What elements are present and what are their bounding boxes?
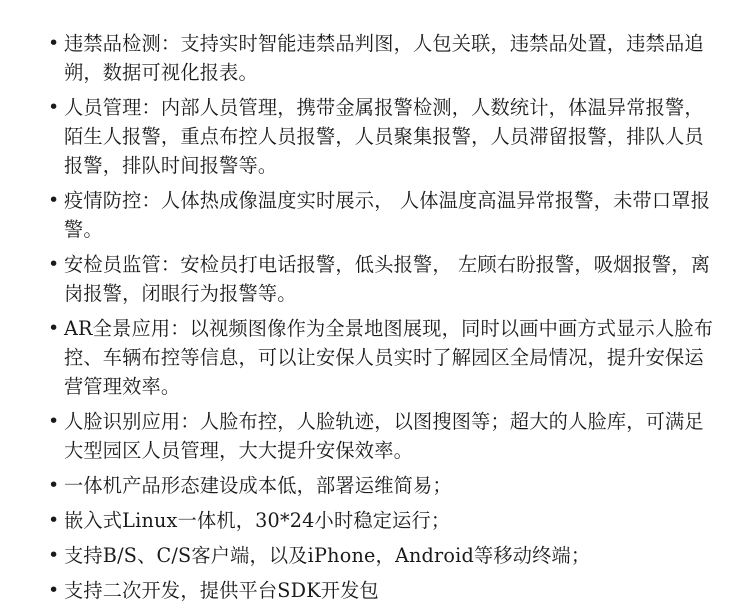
list-item	[48, 250, 716, 308]
list-item	[48, 541, 716, 570]
bullet-icon: •	[48, 544, 60, 566]
item-text: 一体机产品形态建设成本低，部署运维简易；	[64, 474, 452, 497]
bullet-icon: •	[48, 474, 60, 496]
item-text: 人员管理：内部人员管理，携带金属报警检测，人数统计，体温异常报警，陌生人报警，重点布控人员报警，人员聚集报警，人员滞留报警，排队人员报警，排队时间报警等。	[64, 96, 704, 177]
item-text: 人脸识别应用：人脸布控，人脸轨迹，以图搜图等；超大的人脸库，可满足大型园区人员管理，大大提升安保效率。	[64, 410, 704, 462]
bullet-icon: •	[48, 253, 60, 275]
list-item	[48, 186, 716, 244]
bullet-icon: •	[48, 410, 60, 432]
list-item	[48, 29, 716, 87]
bullet-icon: •	[48, 317, 60, 339]
list-item	[48, 407, 716, 465]
item-text: 疫情防控：人体热成像温度实时展示， 人体温度高温异常报警，未带口罩报警。	[64, 189, 711, 241]
item-text: 支持二次开发，提供平台SDK开发包	[64, 579, 379, 602]
item-text: AR全景应用：以视频图像作为全景地图展现，同时以画中画方式显示人脸布控、车辆布控等信息，可以让安保人员实时了解园区全局情况，提升安保运营管理效率。	[64, 317, 714, 398]
item-text: 支持B/S、C/S客户端，以及iPhone，Android等移动终端；	[64, 544, 591, 567]
item-text: 违禁品检测：支持实时智能违禁品判图，人包关联，违禁品处置，违禁品追朔，数据可视化报表。	[64, 32, 704, 84]
bullet-icon: •	[48, 509, 60, 531]
bullet-icon: •	[48, 579, 60, 601]
bullet-icon: •	[48, 32, 60, 54]
list-item	[48, 471, 716, 500]
item-text: 嵌入式Linux一体机，30*24小时稳定运行；	[64, 509, 451, 532]
bullet-icon: •	[48, 189, 60, 211]
list-item	[48, 506, 716, 535]
list-item	[48, 314, 716, 401]
item-text: 安检员监管：安检员打电话报警，低头报警， 左顾右盼报警，吸烟报警，离岗报警，闭眼行为报警等。	[64, 253, 711, 305]
bullet-icon: •	[48, 96, 60, 118]
list-item	[48, 576, 716, 605]
list-item	[48, 93, 716, 180]
